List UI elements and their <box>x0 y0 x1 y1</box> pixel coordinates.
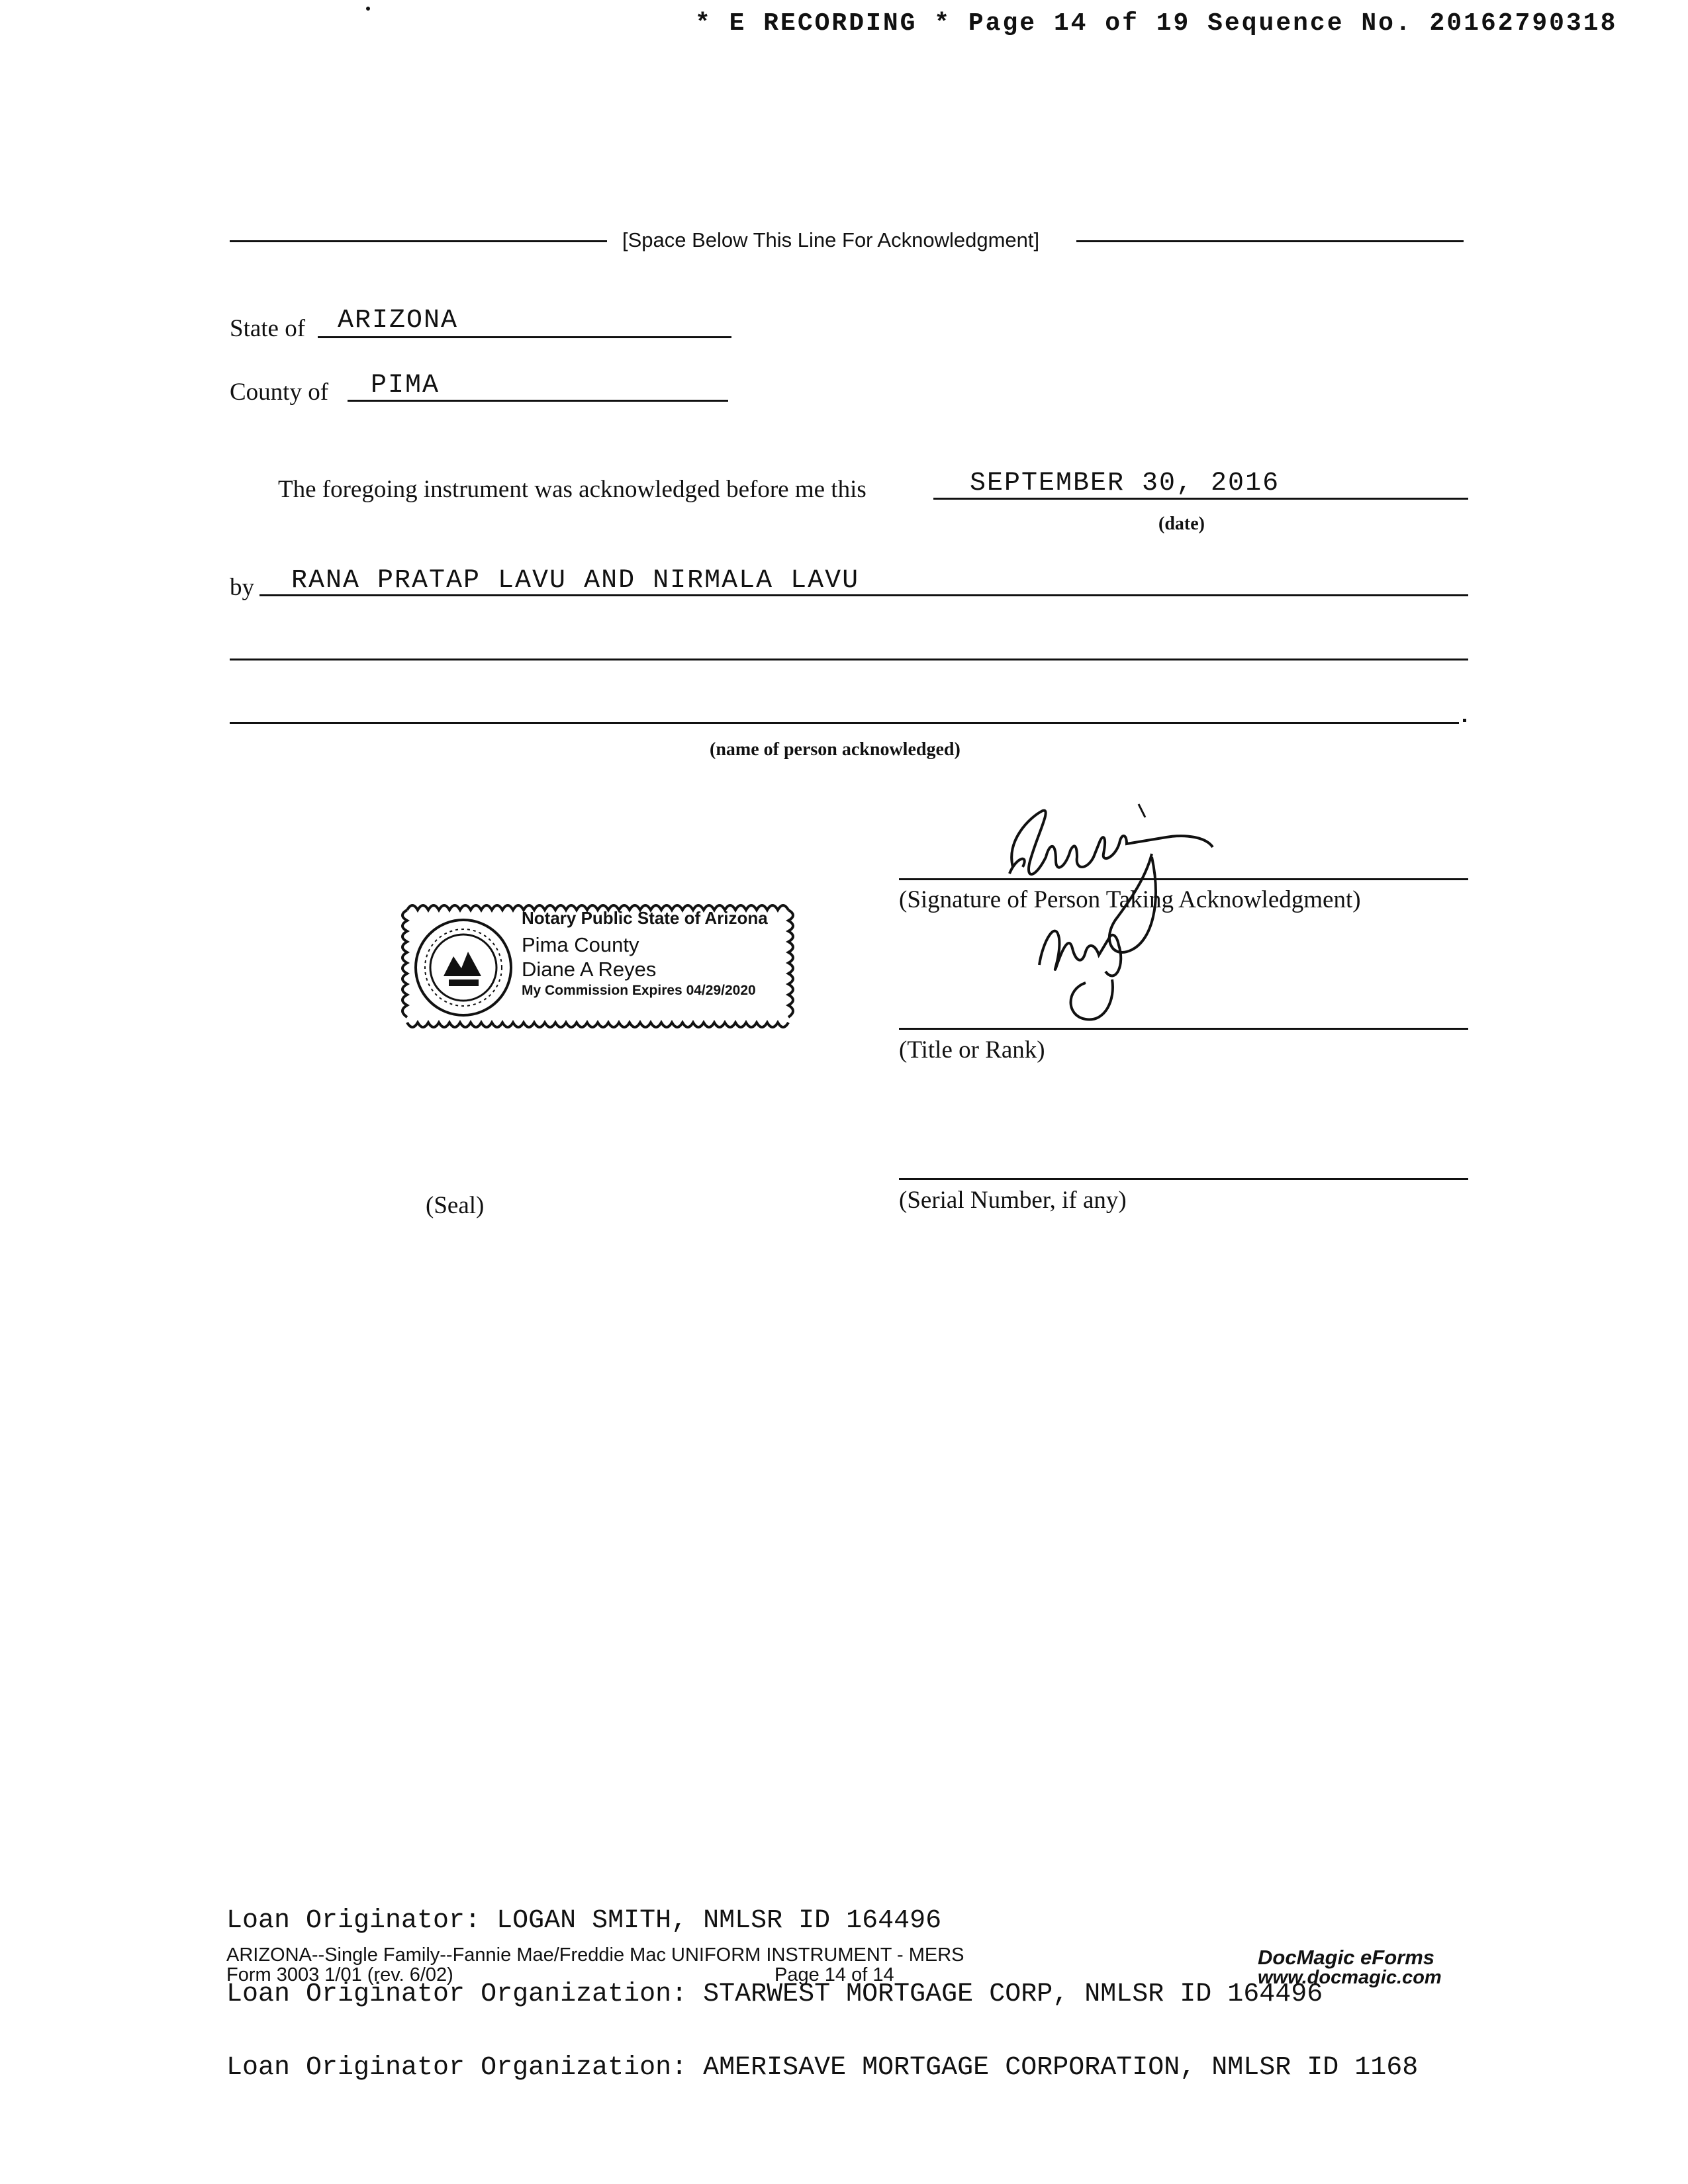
date-caption: (date) <box>1158 514 1205 534</box>
by-label: by <box>230 574 254 601</box>
form-number: Form 3003 1/01 (rev. 6/02) <box>226 1964 453 1985</box>
signature-underline <box>899 878 1468 880</box>
name-caption: (name of person acknowledged) <box>710 739 961 760</box>
docmagic-logo: DocMagic eForms <box>1258 1946 1435 1969</box>
date-underline <box>933 498 1468 500</box>
county-underline <box>348 400 728 402</box>
divider-left <box>230 240 607 242</box>
docmagic-website: www.docmagic.com <box>1258 1967 1442 1988</box>
signature-caption: (Signature of Person Taking Acknowledgment) <box>899 886 1361 913</box>
serial-caption: (Serial Number, if any) <box>899 1187 1127 1214</box>
serial-underline <box>899 1178 1468 1180</box>
loan-originator-line: Loan Originator: LOGAN SMITH, NMLSR ID 164496 <box>226 1906 942 1936</box>
blank-line-2 <box>230 722 1459 724</box>
recording-header: * E RECORDING * Page 14 of 19 Sequence No. 20162790318 <box>695 9 1618 38</box>
seal-line-2: Pima County <box>522 933 639 956</box>
blank-line-1 <box>230 659 1468 660</box>
stray-mark <box>366 7 370 11</box>
date-value: SEPTEMBER 30, 2016 <box>970 469 1280 498</box>
title-underline <box>899 1028 1468 1030</box>
divider-right <box>1076 240 1464 242</box>
acknowledgment-caption: [Space Below This Line For Acknowledgment] <box>622 228 1040 251</box>
page-number: Page 14 of 14 <box>774 1964 894 1985</box>
by-underline <box>259 594 1468 596</box>
seal-line-3: Diane A Reyes <box>522 958 657 981</box>
state-label: State of <box>230 315 306 342</box>
seal-line-4: My Commission Expires 04/29/2020 <box>522 983 756 998</box>
acknowledged-names: RANA PRATAP LAVU AND NIRMALA LAVU <box>291 566 860 596</box>
title-caption: (Title or Rank) <box>899 1036 1045 1064</box>
notary-seal <box>397 887 814 1036</box>
form-title: ARIZONA--Single Family--Fannie Mae/Freddie Mac UNIFORM INSTRUMENT - MERS <box>226 1944 964 1966</box>
seal-caption: (Seal) <box>426 1192 485 1219</box>
period-mark <box>1463 719 1466 722</box>
loan-originator-line: Loan Originator Organization: AMERISAVE MORTGAGE CORPORATION, NMLSR ID 1168 <box>226 2053 1419 2083</box>
county-value: PIMA <box>371 371 440 400</box>
state-underline <box>318 336 731 338</box>
county-label: County of <box>230 379 329 406</box>
loan-originator-line: Loan Originator Organization: STARWEST MORTGAGE CORP, NMLSR ID 164496 <box>226 1979 1323 2009</box>
acknowledgment-statement: The foregoing instrument was acknowledged before me this <box>278 476 867 503</box>
seal-line-1: Notary Public State of Arizona <box>522 908 768 928</box>
state-value: ARIZONA <box>338 306 459 336</box>
